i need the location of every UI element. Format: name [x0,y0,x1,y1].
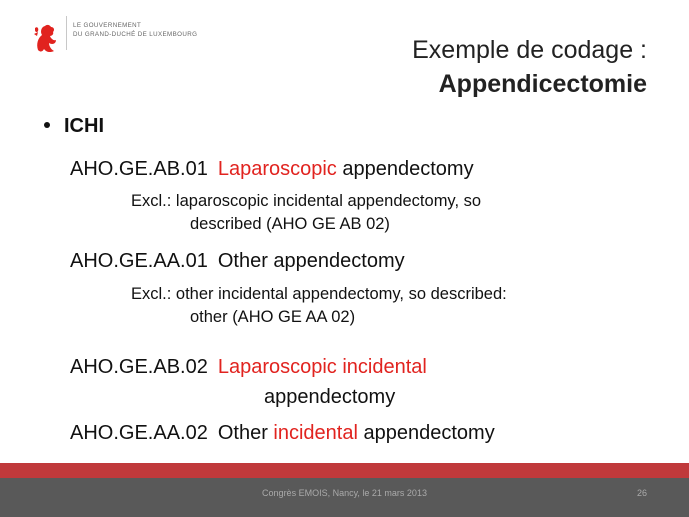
title-line-2: Appendicectomie [438,70,647,98]
header-divider [66,16,67,50]
code-entry-2 [70,249,405,273]
code-entry-4 [70,421,495,445]
bullet-dot-icon [44,122,50,128]
code-entry-3 [70,355,427,379]
code-highlight: incidental [273,422,358,444]
bullet-ichi [44,115,104,138]
gov-line-1: LE GOUVERNEMENT [73,22,142,29]
luxembourg-lion-logo-icon [32,20,58,56]
exclusion-line-2: other (AHO GE AA 02) [190,308,356,326]
code-id: AHO.GE.AA.02 [70,422,208,444]
footer [0,478,689,517]
code-text: appendectomy [336,158,474,180]
code-id: AHO.GE.AB.01 [70,158,208,180]
code-text: Other [217,422,274,444]
exclusion-line-1: Excl.: other incidental appendectomy, so described: [131,285,507,303]
government-name [73,21,197,39]
footer-accent-bar [0,463,689,478]
exclusion-line-1: Excl.: laparoscopic incidental appendectomy, so [131,192,482,210]
slide-title [412,33,647,101]
code-text-continued: appendectomy [264,386,396,408]
gov-line-2: DU GRAND-DUCHÉ DE LUXEMBOURG [73,31,198,38]
code-text: Other appendectomy [217,250,405,272]
code-highlight: Laparoscopic [217,158,337,180]
bullet-label: ICHI [64,115,104,137]
page-number: 26 [636,488,647,498]
code-id: AHO.GE.AA.01 [70,250,208,272]
code-highlight: Laparoscopic incidental [217,356,427,378]
code-text: appendectomy [357,422,495,444]
exclusion-line-2: described (AHO GE AB 02) [190,215,390,233]
title-line-1: Exemple de codage : [412,36,647,64]
code-entry-1 [70,157,474,181]
code-id: AHO.GE.AB.02 [70,356,208,378]
footer-caption: Congrès EMOIS, Nancy, le 21 mars 2013 [262,488,427,498]
